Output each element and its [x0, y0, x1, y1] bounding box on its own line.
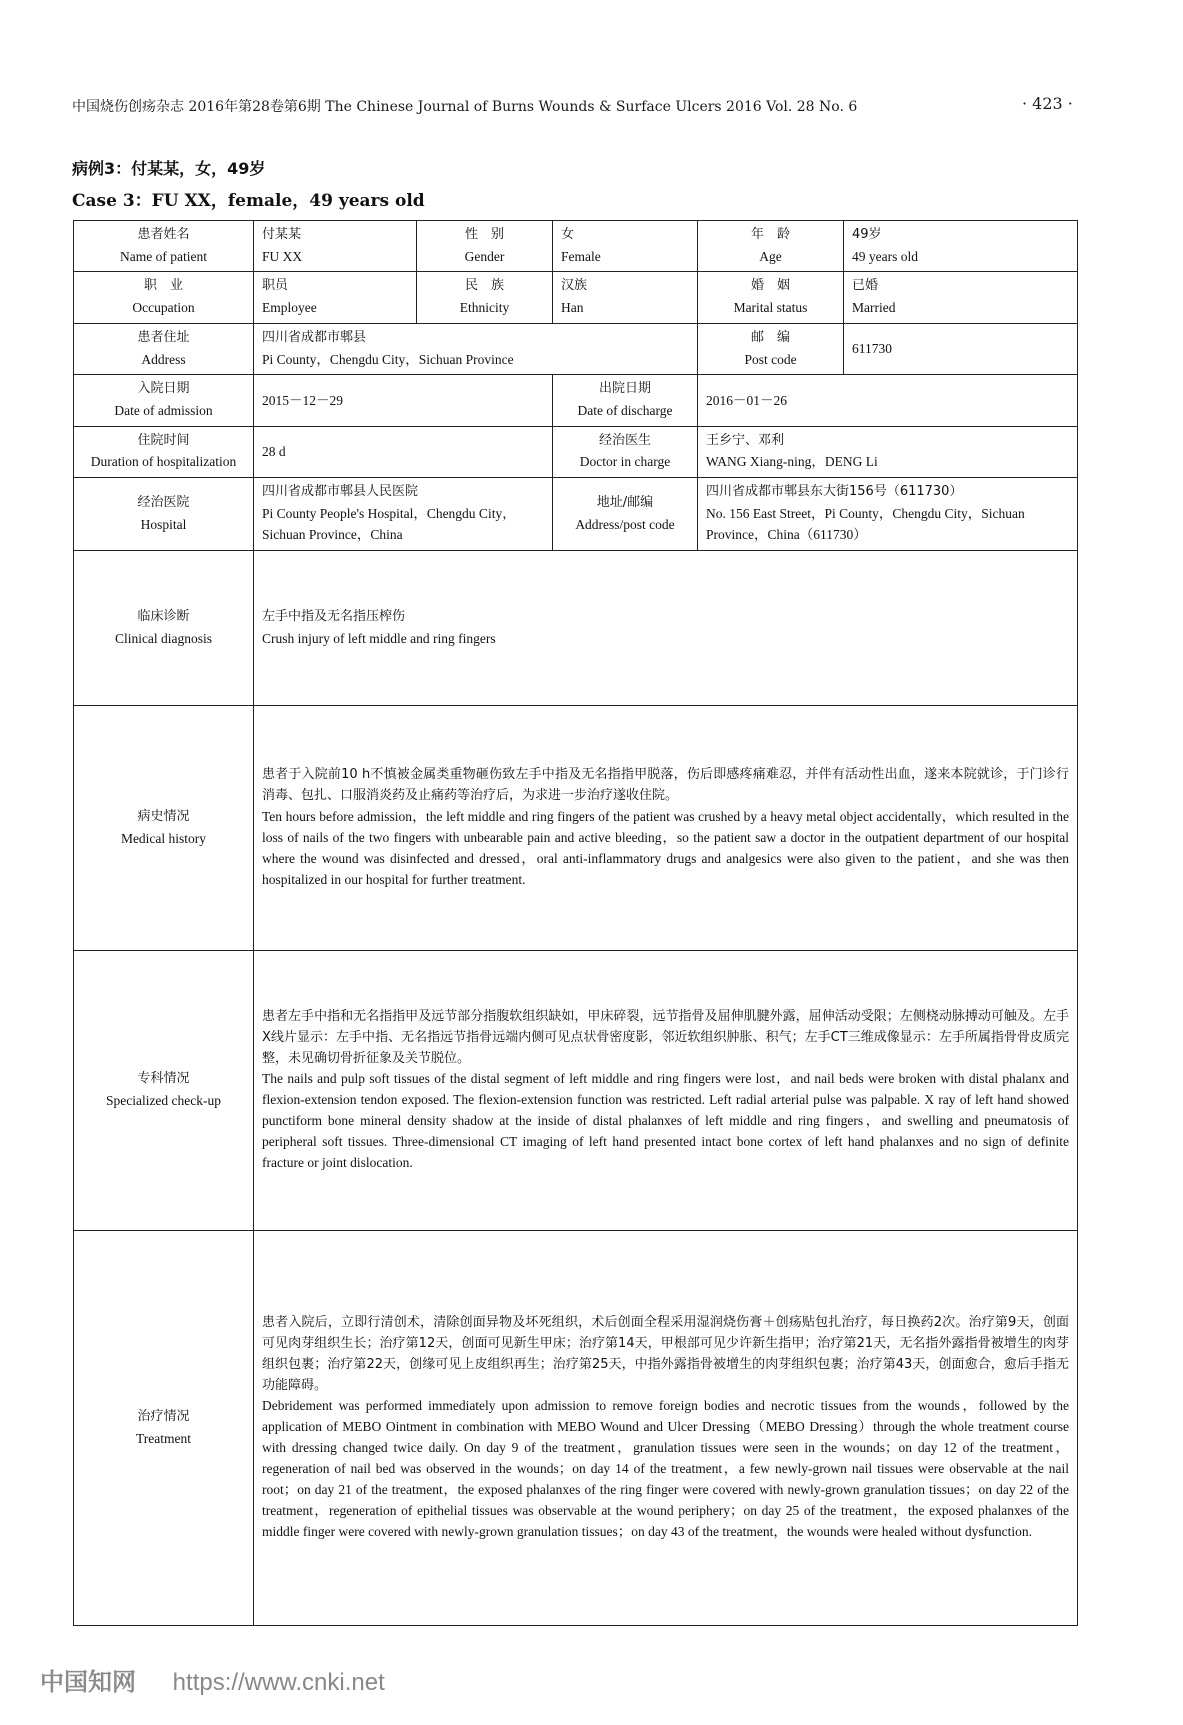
value-name: 付某某 FU XX — [254, 221, 417, 272]
value-age: 49岁 49 years old — [844, 221, 1078, 272]
row-treatment — [74, 1230, 1078, 1625]
row-occupation — [74, 272, 1078, 323]
value-duration: 28 d — [254, 426, 553, 477]
label-gender: 性 别 Gender — [417, 221, 553, 272]
label-hosp-address: 地址/邮编 Address/post code — [553, 477, 698, 550]
value-address: 四川省成都市郫县 Pi County，Chengdu City，Sichuan Province — [254, 323, 698, 374]
cnki-logo: 中国知网 — [40, 1668, 136, 1696]
value-gender: 女 Female — [553, 221, 698, 272]
value-history: 患者于入院前10 h不慎被金属类重物砸伤致左手中指及无名指指甲脱落，伤后即感疼痛难忍，并伴有活动性出血，遂来本院就诊，于门诊行消毒、包扎、口服消炎药及止痛药等治疗后，为求进一步治疗遂收住院。 Ten hours before admission，the left middle and ring fingers of the patient was crushed by a heavy metal object accidentally，which resulted in the loss of nails of the two fingers with unbearable pain and active bleeding，so the patient saw a doctor in the outpatient department of our hospital where the wound was disinfected and dressed，oral anti-inflammatory drugs and analgesics were also given to the patient，and she was then hospitalized in our hospital for further treatment. — [254, 705, 1078, 950]
value-postcode: 611730 — [844, 323, 1078, 374]
label-history: 病史情况 Medical history — [74, 705, 254, 950]
row-checkup — [74, 950, 1078, 1230]
label-duration: 住院时间 Duration of hospitalization — [74, 426, 254, 477]
label-ethnicity: 民 族 Ethnicity — [417, 272, 553, 323]
value-ethnicity: 汉族 Han — [553, 272, 698, 323]
label-marital: 婚 姻 Marital status — [698, 272, 844, 323]
journal-title: 中国烧伤创疡杂志 2016年第28卷第6期 The Chinese Journal of Burns Wounds & Surface Ulcers 2016 Vol. 28 No. 6 — [72, 99, 858, 115]
label-treatment: 治疗情况 Treatment — [74, 1230, 254, 1625]
label-diagnosis: 临床诊断 Clinical diagnosis — [74, 550, 254, 705]
label-doctor: 经治医生 Doctor in charge — [553, 426, 698, 477]
label-checkup: 专科情况 Specialized check-up — [74, 950, 254, 1230]
value-hosp-address: 四川省成都市郫县东大街156号（611730） No. 156 East Street，Pi County，Chengdu City，Sichuan Province，China（611730） — [698, 477, 1078, 550]
footer-watermark — [40, 1662, 385, 1697]
row-duration — [74, 426, 1078, 477]
row-address — [74, 323, 1078, 374]
case-record-table — [73, 220, 1078, 1626]
value-treatment: 患者入院后，立即行清创术，清除创面异物及坏死组织，术后创面全程采用湿润烧伤膏＋创疡贴包扎治疗，每日换药2次。治疗第9天，创面可见肉芽组织生长；治疗第12天，创面可见新生甲床；治疗第14天，甲根部可见少许新生指甲；治疗第21天，无名指外露指骨被增生的肉芽组织包裹；治疗第22天，创缘可见上皮组织再生；治疗第25天，中指外露指骨被增生的肉芽组织包裹；治疗第43天，创面愈合，愈后手指无功能障碍。 Debridement was performed immediately upon admission to remove foreign bodies and necrotic tissues from the wounds，followed by the application of MEBO Ointment in combination with MEBO Wound and Ulcer Dressing（MEBO Dressing）through the whole treatment course with dressing changed twice daily. On day 9 of the treatment，granulation tissues were seen in the wounds；on day 12 of the treatment，regeneration of nail bed was observed in the wounds；on day 14 of the treatment，a few newly-grown nail tissues were observable at the nail root；on day 21 of the treatment，the exposed phalanxes of the ring finger were covered with newly-grown granulation tissues；on day 22 of the treatment，regeneration of epithelial tissues was observable at the wound periphery；on day 25 of the treatment，the exposed phalanxes of the middle finger were covered with newly-grown granulation tissues；on day 43 of the treatment，the wounds were healed without dysfunction. — [254, 1230, 1078, 1625]
case-title-en: Case 3：FU XX，female，49 years old — [72, 191, 425, 211]
value-marital: 已婚 Married — [844, 272, 1078, 323]
case-title-cn: 病例3：付某某，女，49岁 — [72, 159, 266, 178]
value-diagnosis: 左手中指及无名指压榨伤 Crush injury of left middle and ring fingers — [254, 550, 1078, 705]
page-number: · 423 · — [1022, 94, 1073, 113]
value-checkup: 患者左手中指和无名指指甲及远节部分指腹软组织缺如，甲床碎裂，远节指骨及屈伸肌腱外露，屈伸活动受限；左侧桡动脉搏动可触及。左手X线片显示：左手中指、无名指远节指骨远端内侧可见点状骨密度影，邻近软组织肿胀、积气；左手CT三维成像显示：左手所属指骨骨皮质完整，未见确切骨折征象及关节脱位。 The nails and pulp soft tissues of the distal segment of left middle and ring fingers were lost，and nail beds were broken with distal phalanx and flexion-extension tendon exposed. The flexion-extension function was restricted. Left radial arterial pulse was palpable. X ray of left hand showed punctiform bone mineral density shadow at the inside of distal phalanxes of left middle and ring fingers，and swelling and pneumatosis of peripheral soft tissues. Three-dimensional CT imaging of left hand presented intact bone cortex of left hand phalanxes and no sign of definite fracture or joint dislocation. — [254, 950, 1078, 1230]
label-hospital: 经治医院 Hospital — [74, 477, 254, 550]
label-address: 患者住址 Address — [74, 323, 254, 374]
row-dates — [74, 375, 1078, 426]
cnki-url[interactable]: https://www.cnki.net — [172, 1669, 385, 1696]
value-hospital: 四川省成都市郫县人民医院 Pi County People's Hospital，Chengdu City，Sichuan Province，China — [254, 477, 553, 550]
value-admission: 2015－12－29 — [254, 375, 553, 426]
label-postcode: 邮 编 Post code — [698, 323, 844, 374]
value-discharge: 2016－01－26 — [698, 375, 1078, 426]
value-occupation: 职员 Employee — [254, 272, 417, 323]
label-discharge: 出院日期 Date of discharge — [553, 375, 698, 426]
label-admission: 入院日期 Date of admission — [74, 375, 254, 426]
label-occupation: 职 业 Occupation — [74, 272, 254, 323]
label-name: 患者姓名 Name of patient — [74, 221, 254, 272]
row-diagnosis — [74, 550, 1078, 705]
label-age: 年 龄 Age — [698, 221, 844, 272]
row-hospital — [74, 477, 1078, 550]
row-history — [74, 705, 1078, 950]
journal-header — [72, 96, 1072, 116]
value-doctor: 王乡宁、邓利 WANG Xiang-ning，DENG Li — [698, 426, 1078, 477]
row-name — [74, 221, 1078, 272]
